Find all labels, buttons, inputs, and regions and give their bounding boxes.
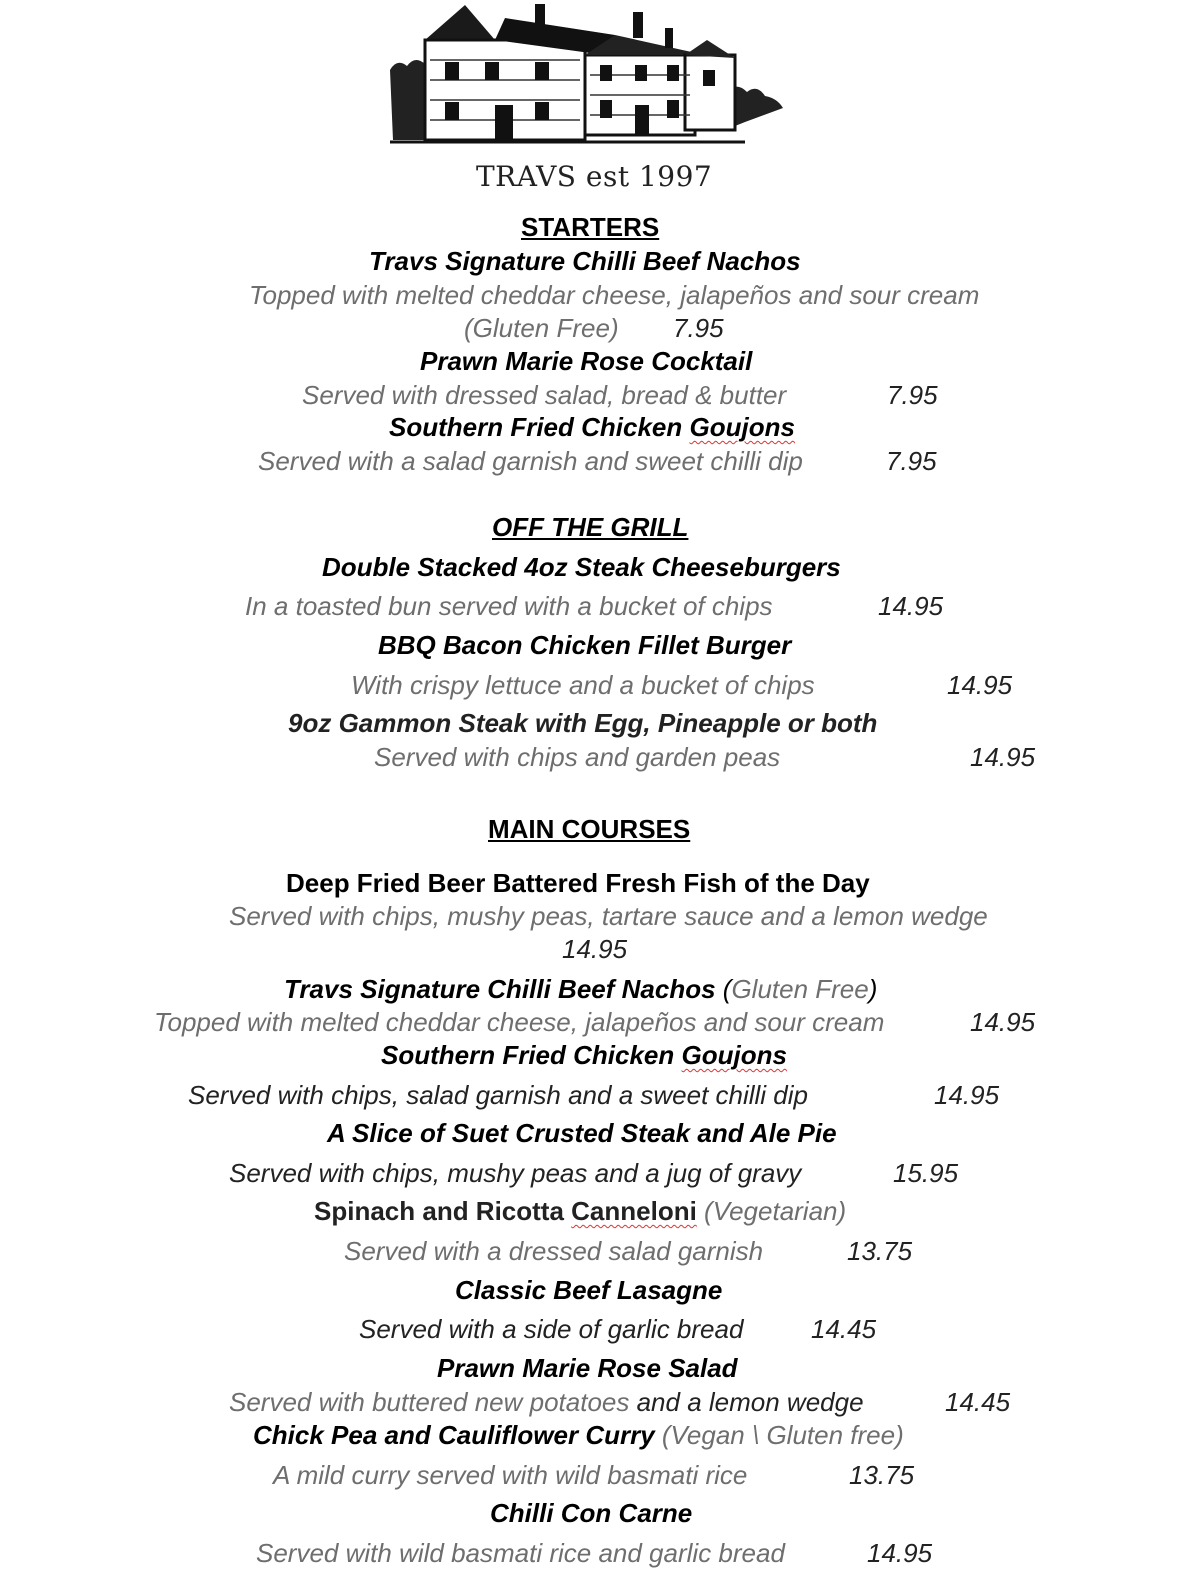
section-header-grill: OFF THE GRILL bbox=[492, 512, 689, 542]
item-name-starter-goujons: Southern Fried Chicken Goujons bbox=[389, 412, 795, 442]
item-desc-gammon: Served with chips and garden peas bbox=[374, 742, 781, 772]
brand-established: TRAVS est 1997 bbox=[476, 160, 713, 193]
item-name-chilli: Chilli Con Carne bbox=[490, 1498, 693, 1528]
item-desc-canneloni: Served with a dressed salad garnish bbox=[344, 1236, 764, 1266]
item-name-main-goujons: Southern Fried Chicken Goujons bbox=[381, 1040, 787, 1070]
item-name-prawn-cocktail: Prawn Marie Rose Cocktail bbox=[420, 346, 753, 376]
item-price-lasagne: 14.45 bbox=[811, 1314, 877, 1344]
item-desc-starter-goujons: Served with a salad garnish and sweet chilli dip bbox=[258, 446, 803, 476]
item-price-main-nachos: 14.95 bbox=[970, 1007, 1036, 1037]
item-price-main-goujons: 14.95 bbox=[934, 1080, 1000, 1110]
item-name-canneloni: Spinach and Ricotta Canneloni (Vegetarian) bbox=[314, 1196, 847, 1226]
item-name-main-nachos: Travs Signature Chilli Beef Nachos (Gluten Free) bbox=[284, 974, 878, 1004]
item-desc-fish: Served with chips, mushy peas, tartare sauce and a lemon wedge bbox=[229, 901, 988, 931]
item-name-lasagne: Classic Beef Lasagne bbox=[455, 1275, 723, 1305]
item-price-pie: 15.95 bbox=[893, 1158, 959, 1188]
item-name-starter-nachos: Travs Signature Chilli Beef Nachos bbox=[369, 246, 801, 276]
item-price-cheeseburgers: 14.95 bbox=[878, 591, 944, 621]
item-price-starter-nachos: 7.95 bbox=[673, 313, 724, 343]
item-name-curry: Chick Pea and Cauliflower Curry (Vegan \ Gluten free) bbox=[253, 1420, 904, 1450]
item-price-prawn-cocktail: 7.95 bbox=[887, 380, 938, 410]
item-price-prawn-salad: 14.45 bbox=[945, 1387, 1011, 1417]
pub-building-logo bbox=[385, 0, 795, 150]
item-price-gammon: 14.95 bbox=[970, 742, 1036, 772]
item-price-starter-goujons: 7.95 bbox=[886, 446, 937, 476]
item-desc-curry: A mild curry served with wild basmati rice bbox=[273, 1460, 748, 1490]
item-desc-lasagne: Served with a side of garlic bread bbox=[359, 1314, 744, 1344]
item-desc-prawn-cocktail: Served with dressed salad, bread & butter bbox=[302, 380, 787, 410]
item-desc-bbq-burger: With crispy lettuce and a bucket of chips bbox=[351, 670, 815, 700]
item-name-cheeseburgers: Double Stacked 4oz Steak Cheeseburgers bbox=[322, 552, 841, 582]
item-desc-main-nachos: Topped with melted cheddar cheese, jalapeños and sour cream bbox=[154, 1007, 885, 1037]
item-note-starter-nachos: (Gluten Free) bbox=[464, 313, 619, 343]
item-price-curry: 13.75 bbox=[849, 1460, 915, 1490]
item-desc-chilli: Served with wild basmati rice and garlic bread bbox=[256, 1538, 785, 1568]
item-name-prawn-salad: Prawn Marie Rose Salad bbox=[437, 1353, 738, 1383]
section-header-mains: MAIN COURSES bbox=[488, 814, 691, 844]
item-desc-pie: Served with chips, mushy peas and a jug of gravy bbox=[229, 1158, 802, 1188]
item-price-fish: 14.95 bbox=[562, 934, 628, 964]
item-desc-prawn-salad: Served with buttered new potatoes and a lemon wedge bbox=[229, 1387, 864, 1417]
item-desc-main-goujons: Served with chips, salad garnish and a sweet chilli dip bbox=[188, 1080, 809, 1110]
item-name-pie: A Slice of Suet Crusted Steak and Ale Pie bbox=[327, 1118, 837, 1148]
section-header-starters: STARTERS bbox=[521, 212, 660, 242]
item-name-gammon: 9oz Gammon Steak with Egg, Pineapple or both bbox=[288, 708, 878, 738]
item-price-chilli: 14.95 bbox=[867, 1538, 933, 1568]
item-price-canneloni: 13.75 bbox=[847, 1236, 913, 1266]
item-desc-starter-nachos: Topped with melted cheddar cheese, jalapeños and sour cream bbox=[249, 280, 980, 310]
item-name-fish: Deep Fried Beer Battered Fresh Fish of the Day bbox=[286, 868, 870, 898]
item-price-bbq-burger: 14.95 bbox=[947, 670, 1013, 700]
item-desc-cheeseburgers: In a toasted bun served with a bucket of chips bbox=[245, 591, 773, 621]
item-name-bbq-burger: BBQ Bacon Chicken Fillet Burger bbox=[378, 630, 792, 660]
